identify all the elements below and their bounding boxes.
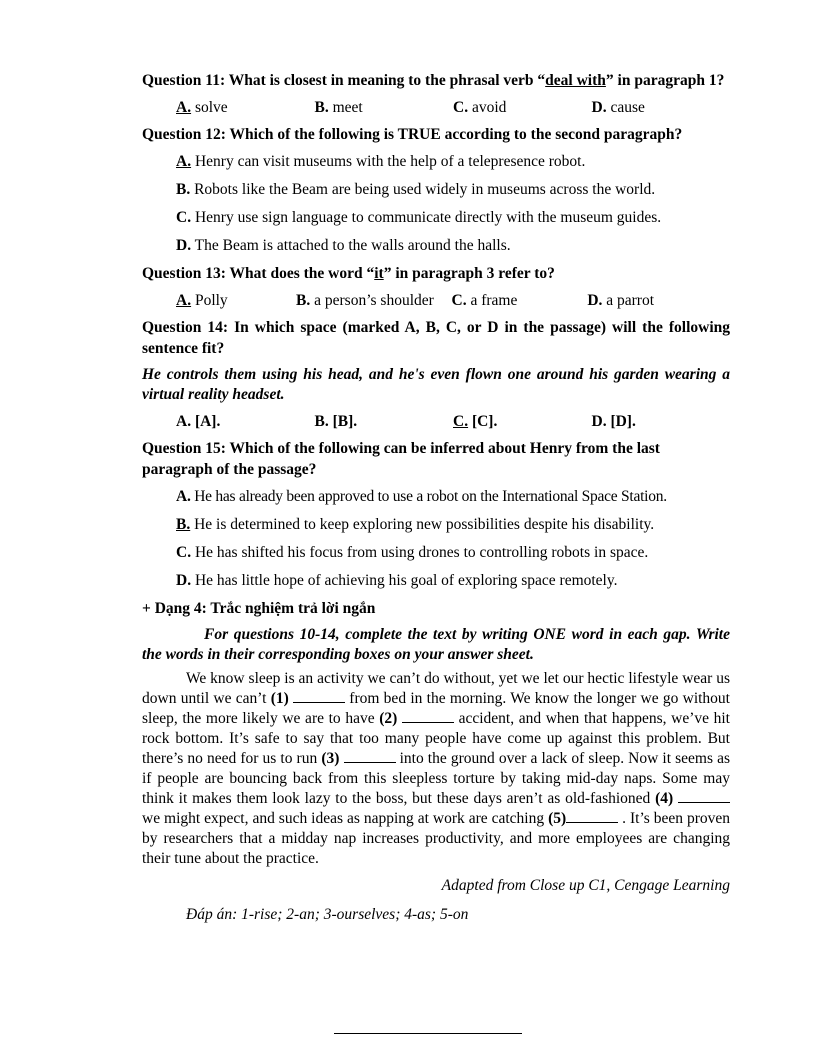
s6: . It’s been proven by researchers that a midday nap increases productivity, and more employees are changing their tune about the practice. [142,810,731,867]
option-text: Polly [191,292,228,309]
option-text: solve [191,99,228,116]
post: ” in paragraph 3 refer to? [383,265,555,282]
option-text: He is determined to keep exploring new possibilities despite his disability. [190,516,655,533]
gap-number-1: (1) [270,690,289,707]
option-text: [A]. [191,413,221,430]
question-11-term: deal with [545,72,606,89]
option-b [315,411,454,432]
option-c [176,207,730,228]
gap-3[interactable] [344,750,396,763]
option-text: The Beam is attached to the walls around the halls. [191,237,511,254]
s2: from bed in the morning. We know the longer we go without sleep, the more likely we are to have [142,690,730,727]
option-text: [C]. [468,413,498,430]
gap-2[interactable] [402,710,454,723]
option-d [176,235,730,256]
post: ” in paragraph 1? [605,72,725,89]
option-label: A. [176,413,192,430]
pre: Question 13: What does the word “ [142,265,375,282]
option-label: C. [453,99,469,116]
question-13 [142,263,730,284]
option-text: Henry can visit museums with the help of a telepresence robot. [191,153,586,170]
option-c [453,411,592,432]
gap-number-4: (4) [655,790,674,807]
question-14-options [176,411,730,432]
pre: Question 11: What is closest in meaning to the phrasal verb “ [142,72,546,89]
option-label: C. [451,292,467,309]
option-text: meet [328,99,363,116]
option-label: B. [296,292,311,309]
option-label: D. [591,99,607,116]
option-c [452,290,588,311]
option-text: a person’s shoulder [310,292,434,309]
gap-4[interactable] [678,790,730,803]
question-13-term: it [374,265,384,282]
question-14: Question 14: In which space (marked A, B, C, or D in the passage) will the following sentence fit? [142,319,730,357]
option-label: A. [176,99,192,116]
option-label: D. [176,572,192,589]
s5: we might expect, and such ideas as napping at work are catching [142,810,549,827]
source-citation: Adapted from Close up C1, Cengage Learning [441,877,730,894]
instructions: For questions 10-14, complete the text by writing ONE word in each gap. Write the words in their corresponding boxes on your answer sheet. [142,626,730,663]
s1: We know sleep is an activity we can’t do without, yet we let our hectic lifestyle wear us down until we can’t [142,670,730,707]
option-a [176,411,315,432]
option-label: C. [176,544,192,561]
option-d [592,411,731,432]
answer-key: Đáp án: 1-rise; 2-an; 3-ourselves; 4-as; 5-on [186,906,469,923]
option-text: cause [606,99,645,116]
gap-number-5: (5) [548,810,567,827]
option-b [315,97,454,118]
option-label: C. [176,209,192,226]
cloze-passage [142,669,730,869]
question-11 [142,70,730,91]
option-label: D. [176,237,192,254]
s3: accident, and when that happens, we’ve hit rock bottom. It’s safe to say that too many people have come up against this problem. But there’s no need for us to run [142,710,730,767]
option-b [176,514,730,535]
footer-divider [334,1033,522,1034]
option-text: He has little hope of achieving his goal of exploring space remotely. [191,572,618,589]
option-text: [B]. [328,413,358,430]
question-15: Question 15: Which of the following can be inferred about Henry from the last paragraph of the passage? [142,440,660,478]
s4: into the ground over a lack of sleep. Now it seems as if people are bouncing back from this sleepless torture by taking mid-day naps. Some may think it makes them look lazy to the boss, but these days aren’t as old-fashioned [142,750,731,807]
option-label: D. [591,413,607,430]
option-label: D. [587,292,603,309]
gap-number-3: (3) [321,750,340,767]
option-c [453,97,592,118]
option-text: He has already been approved to use a robot on the International Space Station. [190,488,667,505]
option-label: A. [176,488,191,505]
gap-number-2: (2) [379,710,398,727]
option-text: a frame [466,292,518,309]
option-text: He has shifted his focus from using drones to controlling robots in space. [191,544,649,561]
question-14-sentence: He controls them using his head, and he's even flown one around his garden wearing a virtual reality headset. [142,366,730,403]
section-heading: + Dạng 4: Trắc nghiệm trả lời ngắn [142,600,376,617]
option-a [176,97,315,118]
option-a [176,486,730,507]
option-d [587,290,730,311]
question-13-options [176,290,730,311]
option-text: avoid [468,99,507,116]
gap-1[interactable] [293,690,345,703]
option-a [176,151,730,172]
document-page [142,70,730,925]
option-label: A. [176,292,192,309]
option-text: Robots like the Beam are being used widely in museums across the world. [190,181,656,198]
option-d [592,97,731,118]
option-b [176,179,730,200]
option-text: a parrot [602,292,655,309]
gap-5[interactable] [566,810,618,823]
option-label: B. [314,413,329,430]
question-12: Question 12: Which of the following is TRUE according to the second paragraph? [142,126,683,143]
option-d [176,570,730,591]
question-11-options [176,97,730,118]
option-label: B. [314,99,329,116]
option-c [176,542,730,563]
option-label: A. [176,153,192,170]
option-a [176,290,296,311]
option-text: [D]. [606,413,636,430]
option-label: C. [453,413,469,430]
option-b [296,290,451,311]
option-label: B. [176,181,191,198]
option-label: B. [176,516,191,533]
option-text: Henry use sign language to communicate directly with the museum guides. [191,209,662,226]
